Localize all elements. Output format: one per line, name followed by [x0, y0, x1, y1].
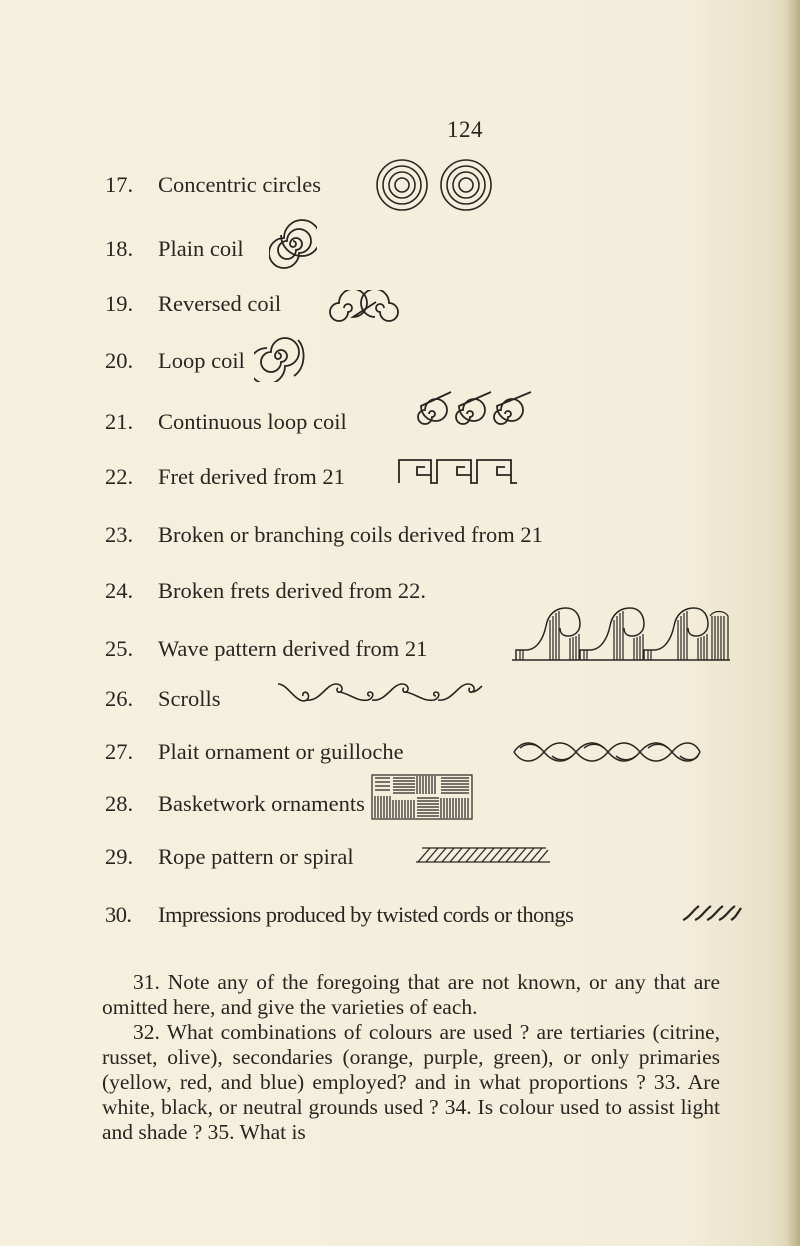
item-text: Plait ornament or guilloche	[158, 739, 404, 764]
item-number: 28.	[105, 791, 134, 816]
item-text: Reversed coil	[158, 291, 282, 316]
item-number: 20.	[105, 348, 134, 373]
item-number: 24.	[105, 578, 134, 603]
item-text: Scrolls	[158, 686, 221, 711]
item-text: Broken or branching coils derived from 21	[158, 522, 543, 547]
item-number: 22.	[105, 464, 134, 489]
plain-coil-icon	[269, 218, 317, 270]
item-text: Continuous loop coil	[158, 409, 347, 434]
continuous-loop-coil-icon	[411, 388, 535, 440]
page-number: 124	[447, 117, 483, 142]
list-item-30	[105, 902, 573, 928]
item-number: 30.	[105, 902, 132, 927]
fret-icon	[397, 457, 519, 485]
scrolls-icon	[276, 678, 484, 708]
list-item-23	[105, 522, 543, 548]
list-item-19	[105, 291, 281, 317]
list-item-26	[105, 686, 221, 712]
rope-spiral-icon	[414, 842, 552, 866]
list-item-25	[105, 636, 427, 662]
item-text: Wave pattern derived from 21	[158, 636, 428, 661]
list-item-21	[105, 409, 347, 435]
list-item-18	[105, 236, 244, 262]
wave-pattern-icon	[510, 606, 732, 662]
item-text: Plain coil	[158, 236, 244, 261]
item-number: 23.	[105, 522, 134, 547]
list-item-20	[105, 348, 245, 374]
item-text: Impressions produced by twisted cords or thongs	[158, 902, 574, 927]
item-text: Basketwork ornaments	[158, 791, 365, 816]
item-number: 17.	[105, 172, 134, 197]
list-item-17	[105, 172, 321, 198]
item-text: Rope pattern or spiral	[158, 844, 354, 869]
note-block	[102, 970, 720, 1145]
twisted-cord-icon	[681, 900, 743, 924]
item-text: Loop coil	[158, 348, 245, 373]
page-edge-shadow	[786, 0, 800, 1246]
concentric-circles-icon	[374, 158, 496, 214]
item-number: 18.	[105, 236, 134, 261]
item-text: Concentric circles	[158, 172, 322, 197]
item-number: 19.	[105, 291, 134, 316]
list-item-22	[105, 464, 345, 490]
loop-coil-icon	[254, 330, 314, 382]
item-text: Fret derived from 21	[158, 464, 345, 489]
list-item-27	[105, 739, 404, 765]
list-item-29	[105, 844, 354, 870]
list-item-28	[105, 791, 365, 817]
basketwork-icon	[371, 774, 473, 820]
guilloche-icon	[512, 737, 702, 767]
item-number: 29.	[105, 844, 134, 869]
item-number: 21.	[105, 409, 134, 434]
item-number: 26.	[105, 686, 134, 711]
item-text: Broken frets derived from 22.	[158, 578, 427, 603]
item-number: 27.	[105, 739, 134, 764]
list-item-24	[105, 578, 426, 604]
paragraph-31: 31. Note any of the foregoing that are not known, or any that are omitted here, and give the varieties of each.	[102, 970, 720, 1019]
paragraph-32: 32. What combinations of colours are used ? are tertiaries (citrine, russet, olive), secondaries (orange, purple, green), or only primaries (yellow, red, and blue) employed? and in what proportions ? 33. Are white, black, or neutral grounds used ? 34. Is colour used to assist light and shade ? 35. What is	[102, 1020, 720, 1144]
item-number: 25.	[105, 636, 134, 661]
reversed-coil-icon	[324, 290, 404, 326]
